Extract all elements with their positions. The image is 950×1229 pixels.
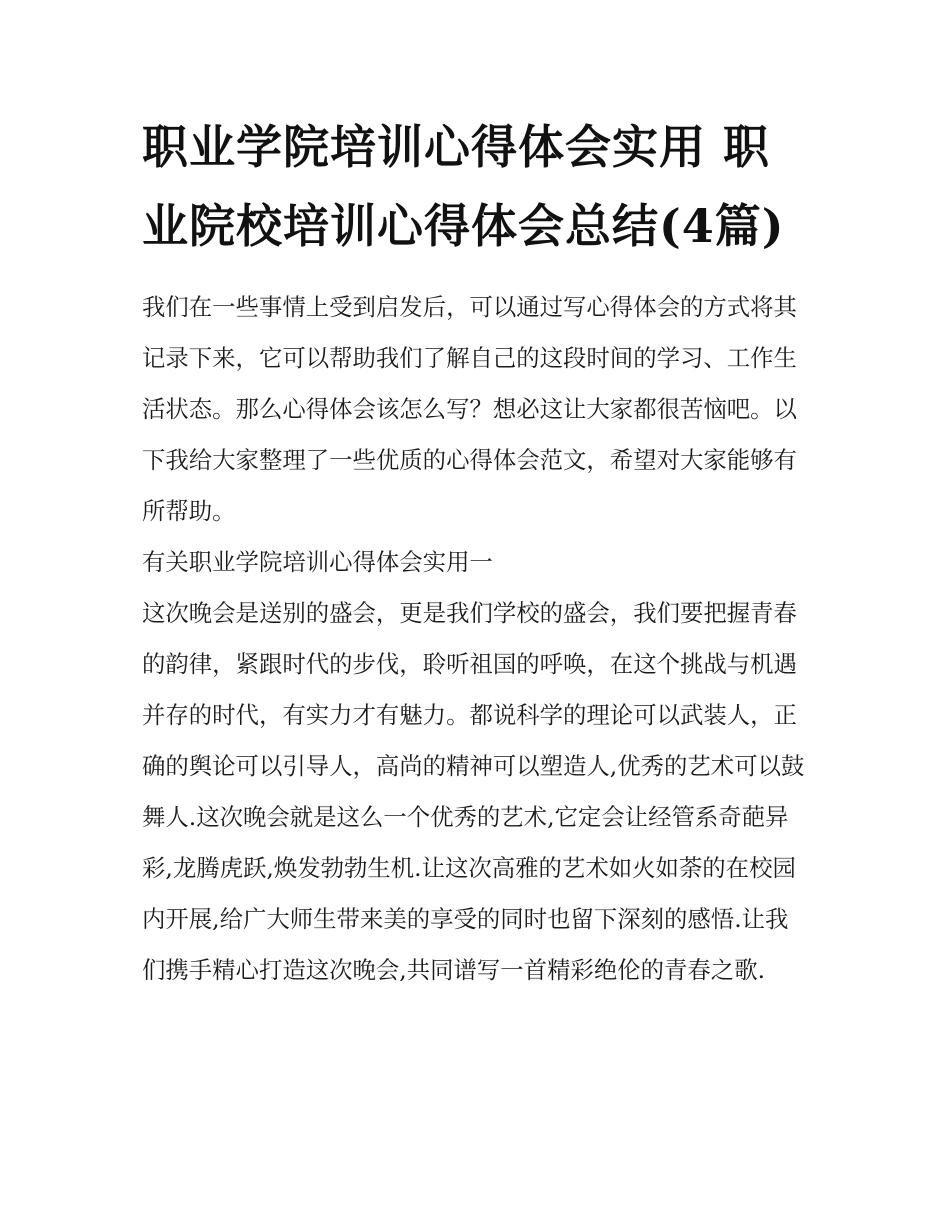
document-title: 职业学院培训心得体会实用 职业院校培训心得体会总结(4篇): [142, 120, 785, 253]
section-heading: 有关职业学院培训心得体会实用一: [142, 548, 493, 576]
document-content: [142, 108, 810, 996]
section-paragraph: 这次晚会是送别的盛会，更是我们学校的盛会，我们要把握青春的韵律，紧跟时代的步伐，聆听祖国的呼唤，在这个挑战与机遇并存的时代，有实力才有魅力。都说科学的理论可以武装人，正确的舆论可以引导人，高尚的精神可以塑造人,优秀的艺术可以鼓舞人.这次晚会就是这么一个优秀的艺术,它定会让经管系奇葩异彩,龙腾虎跃,焕发勃勃生机.让这次高雅的艺术如火如荼的在校园内开展,给广大师生带来美的享受的同时也留下深刻的感悟.让我们携手精心打造这次晚会,共同谱写一首精彩绝伦的青春之歌.: [142, 599, 805, 984]
intro-paragraph: 我们在一些事情上受到启发后，可以通过写心得体会的方式将其记录下来，它可以帮助我们了解自己的这段时间的学习、工作生活状态。那么心得体会该怎么写？想必这让大家都很苦恼吧。以下我给大家整理了一些优质的心得体会范文，希望对大家能够有所帮助。: [142, 293, 797, 525]
